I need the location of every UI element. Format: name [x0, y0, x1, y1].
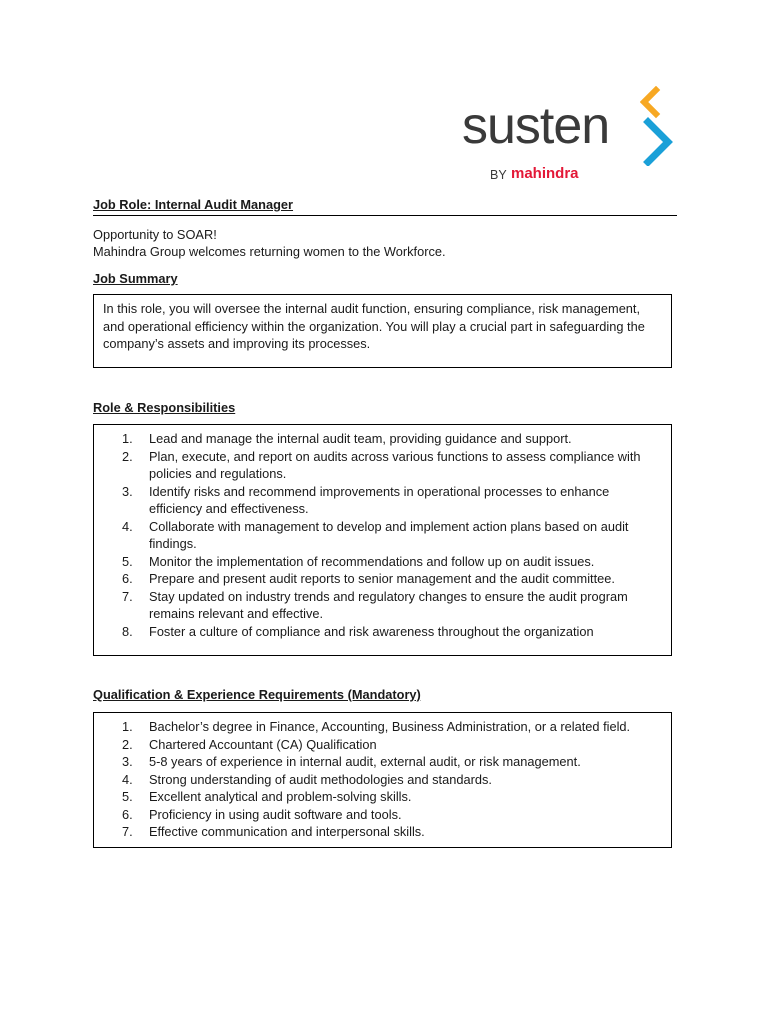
list-item-text: Proficiency in using audit software and tools. — [149, 806, 402, 822]
chevron-logo-icon — [640, 86, 680, 166]
responsibilities-heading: Role & Responsibilities — [93, 400, 236, 415]
list-item — [122, 823, 652, 841]
list-item-text: Lead and manage the internal audit team, providing guidance and support. — [149, 431, 572, 446]
intro-line-2: Mahindra Group welcomes returning women to the Workforce. — [93, 244, 446, 259]
summary-line: and operational efficiency within the organization. You will play a crucial part in safeguarding the — [103, 318, 645, 334]
list-number: 3. — [122, 754, 133, 769]
list-number: 7. — [122, 588, 133, 604]
responsibilities-list — [122, 430, 652, 640]
list-item-text: Effective communication and interpersonal skills. — [149, 824, 425, 839]
qualifications-list — [122, 718, 652, 841]
list-item-text: Bachelor’s degree in Finance, Accounting, Business Administration, or a related field. — [149, 719, 631, 734]
list-item-text: Collaborate with management to develop and implement action plans based on audit findings. — [149, 518, 629, 551]
list-number: 6. — [122, 571, 133, 586]
list-number: 1. — [122, 719, 133, 734]
list-number: 2. — [122, 448, 133, 464]
summary-line: company’s assets and improving its processes. — [103, 336, 371, 351]
logo-brand-mahindra: mahindra — [511, 165, 579, 182]
list-item — [122, 788, 652, 806]
list-item — [122, 623, 652, 641]
job-summary-box — [93, 294, 672, 368]
list-item-text: Excellent analytical and problem-solving skills. — [149, 789, 412, 804]
list-number: 1. — [122, 431, 133, 446]
summary-line: In this role, you will oversee the internal audit function, ensuring compliance, risk management, — [103, 301, 641, 316]
list-number: 4. — [122, 518, 133, 534]
list-item — [122, 570, 652, 588]
list-item — [122, 718, 652, 736]
list-item-text: Chartered Accountant (CA) Qualification — [149, 736, 377, 752]
intro-line-1: Opportunity to SOAR! — [93, 227, 217, 242]
list-item-text: Plan, execute, and report on audits across various functions to assess compliance with policies and regulations. — [149, 448, 641, 481]
list-item — [122, 553, 652, 571]
list-item — [122, 448, 652, 483]
list-item — [122, 736, 652, 754]
qualifications-heading: Qualification & Experience Requirements (Mandatory) — [93, 687, 421, 702]
job-role-heading: Job Role: Internal Audit Manager — [93, 197, 294, 212]
list-item-text: Identify risks and recommend improvements in operational processes to enhance efficiency and effectiveness. — [149, 483, 610, 516]
list-item-text: Foster a culture of compliance and risk awareness throughout the organization — [149, 623, 594, 639]
susten-logo — [462, 86, 682, 186]
list-number: 7. — [122, 824, 133, 839]
list-number: 2. — [122, 736, 133, 752]
list-item — [122, 518, 652, 553]
list-number: 4. — [122, 771, 133, 787]
list-number: 5. — [122, 553, 133, 569]
list-item — [122, 483, 652, 518]
list-item — [122, 430, 652, 448]
qualifications-box — [93, 712, 672, 848]
list-item — [122, 806, 652, 824]
list-number: 5. — [122, 789, 133, 804]
list-item-text: Monitor the implementation of recommendations and follow up on audit issues. — [149, 553, 595, 569]
list-item-text: 5-8 years of experience in internal audit, external audit, or risk management. — [149, 754, 581, 769]
job-summary-heading: Job Summary — [93, 271, 178, 286]
list-item-text: Strong understanding of audit methodologies and standards. — [149, 771, 492, 787]
list-number: 6. — [122, 806, 133, 822]
list-item-text: Prepare and present audit reports to senior management and the audit committee. — [149, 571, 615, 586]
logo-by: BY — [490, 168, 507, 182]
list-item — [122, 588, 652, 623]
list-item — [122, 771, 652, 789]
header-divider — [93, 215, 677, 216]
logo-wordmark: susten — [462, 97, 610, 155]
responsibilities-box — [93, 424, 672, 656]
job-summary-text — [103, 300, 663, 353]
list-number: 8. — [122, 623, 133, 639]
list-item-text: Stay updated on industry trends and regulatory changes to ensure the audit program remains relevant and effective. — [149, 588, 628, 621]
list-item — [122, 753, 652, 771]
list-number: 3. — [122, 483, 133, 499]
